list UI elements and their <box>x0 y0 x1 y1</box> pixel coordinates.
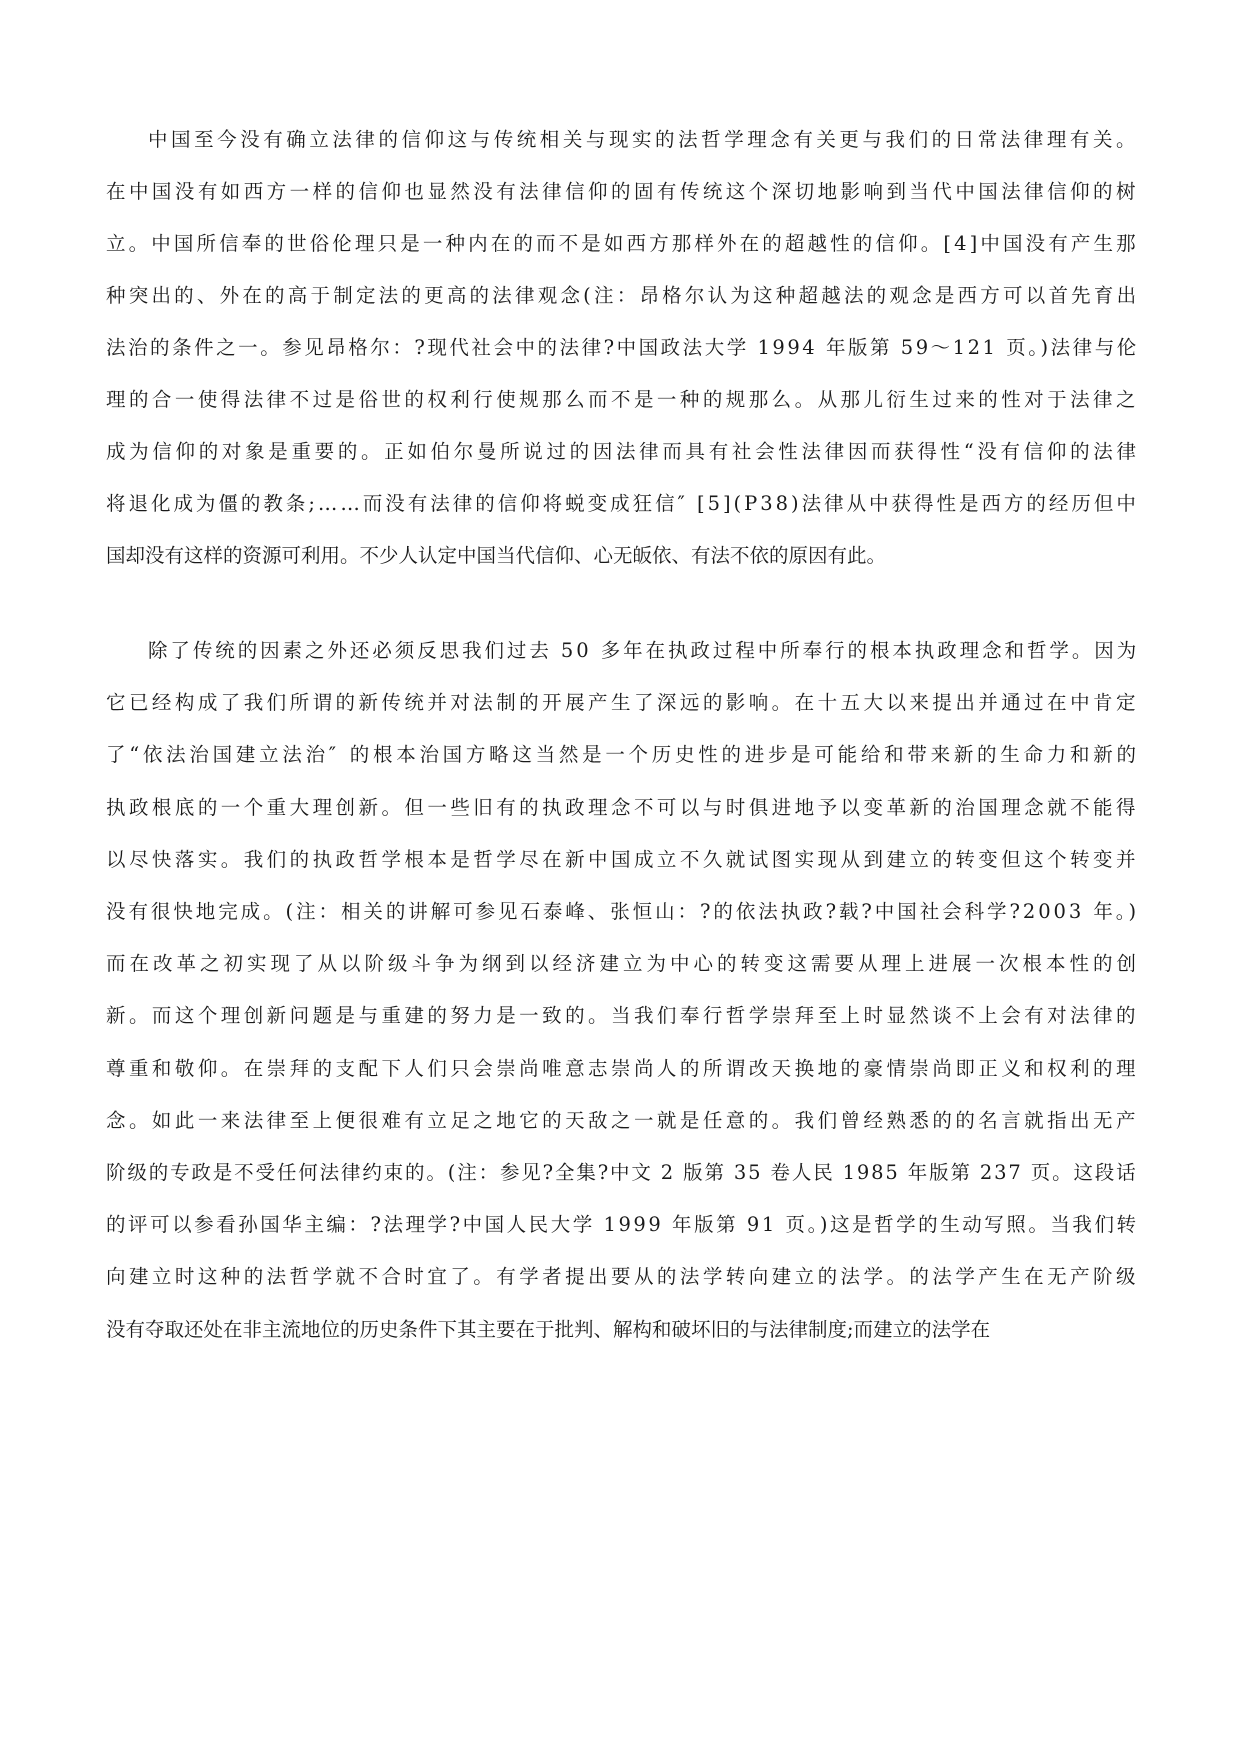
paragraph-1-line-9: 国却没有这样的资源可利用。不少人认定中国当代信仰、心无皈依、有法不依的原因有此。 <box>106 544 887 567</box>
paragraph-2-line-10: 念。如此一来法律至上便很难有立足之地它的天敌之一就是任意的。我们曾经熟悉的的名言就指出无产 <box>106 1108 1139 1132</box>
paragraph-1-line-7: 成为信仰的对象是重要的。正如伯尔曼所说过的因法律而具有社会性法律因而获得性“没有信仰的法律 <box>106 440 1140 463</box>
paragraph-2-line-8: 新。而这个理创新问题是与重建的努力是一致的。当我们奉行哲学崇拜至上时显然谈不上会有对法律的 <box>106 1004 1139 1028</box>
paragraph-2-line-12: 的评可以参看孙国华主编：?法理学?中国人民大学 1999 年版第 91 页。)这是哲学的生动写照。当我们转 <box>106 1213 1139 1237</box>
paragraph-2-line-6: 没有很快地完成。(注：相关的讲解可参见石泰峰、张恒山：?的依法执政?载?中国社会科学?2003 年。) <box>106 900 1140 923</box>
paragraph-1-line-6: 理的合一使得法律不过是俗世的权利行使规那么而不是一种的规那么。从那儿衍生过来的性对于法律之 <box>106 388 1139 411</box>
paragraph-2-line-2: 它已经构成了我们所谓的新传统并对法制的开展产生了深远的影响。在十五大以来提出并通过在中肯定 <box>106 691 1139 715</box>
paragraph-2-line-5: 以尽快落实。我们的执政哲学根本是哲学尽在新中国成立不久就试图实现从到建立的转变但这个转变并 <box>106 847 1139 871</box>
paragraph-1-line-8: 将退化成为僵的教条;……而没有法律的信仰将蜕变成狂信″ [5](P38)法律从中获得性是西方的经历但中 <box>106 492 1139 515</box>
paragraph-2-line-11: 阶级的专政是不受任何法律约束的。(注：参见?全集?中文 2 版第 35 卷人民 1985 年版第 237 页。这段话 <box>106 1161 1138 1184</box>
paragraph-2-line-13: 向建立时这种的法哲学就不合时宜了。有学者提出要从的法学转向建立的法学。的法学产生在无产阶级 <box>106 1265 1139 1289</box>
paragraph-1-line-1: 中国至今没有确立法律的信仰这与传统相关与现实的法哲学理念有关更与我们的日常法律理有关。 <box>148 128 1140 151</box>
paragraph-2-line-3: 了“依法治国建立法治″ 的根本治国方略这当然是一个历史性的进步是可能给和带来新的生命力和新的 <box>106 743 1140 767</box>
paragraph-2-line-14: 没有夺取还处在非主流地位的历史条件下其主要在于批判、解构和破坏旧的与法律制度;而建立的法学在 <box>106 1317 991 1341</box>
paragraph-1-line-2: 在中国没有如西方一样的信仰也显然没有法律信仰的固有传统这个深切地影响到当代中国法律信仰的树 <box>106 180 1139 203</box>
paragraph-2-line-9: 尊重和敬仰。在崇拜的支配下人们只会崇尚唯意志崇尚人的所谓改天换地的豪情崇尚即正义和权利的理 <box>106 1056 1139 1080</box>
paragraph-2-line-1: 除了传统的因素之外还必须反思我们过去 50 多年在执政过程中所奉行的根本执政理念和哲学。因为 <box>148 639 1140 662</box>
paragraph-2-line-4: 执政根底的一个重大理创新。但一些旧有的执政理念不可以与时俱进地予以变革新的治国理念就不能得 <box>106 795 1139 819</box>
paragraph-2-line-7: 而在改革之初实现了从以阶级斗争为纲到以经济建立为中心的转变这需要从理上进展一次根本性的创 <box>106 952 1141 976</box>
paragraph-1-line-4: 种突出的、外在的高于制定法的更高的法律观念(注：昂格尔认为这种超越法的观念是西方可以首先育出 <box>106 284 1140 307</box>
paragraph-1-line-3: 立。中国所信奉的世俗伦理只是一种内在的而不是如西方那样外在的超越性的信仰。[4]中国没有产生那 <box>106 232 1139 255</box>
paragraph-1-line-5: 法治的条件之一。参见昂格尔：?现代社会中的法律?中国政法大学 1994 年版第 59～121 页。)法律与伦 <box>106 336 1139 359</box>
